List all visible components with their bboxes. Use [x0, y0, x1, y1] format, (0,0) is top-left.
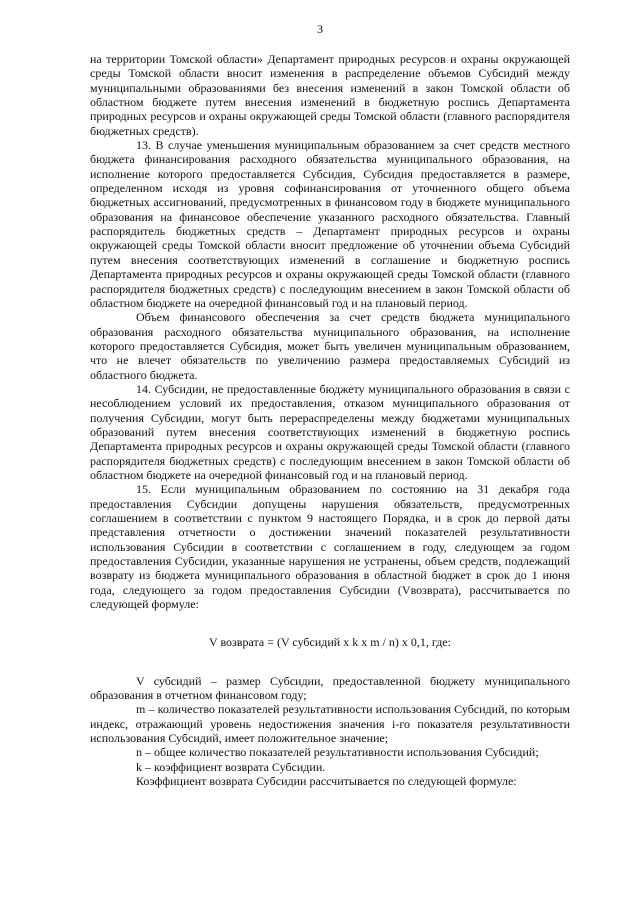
document-body — [90, 52, 570, 789]
page-number: 3 — [317, 22, 323, 36]
paragraph-15: 15. Если муниципальным образованием по состоянию на 31 декабря года предоставления Субсидии допущены нарушения обязательств, предусмотренных соглашением в соответствии с пунктом 9 настоящего Порядка, и в срок до первой даты представления отчетности о достижении значений показателей результативности использования Субсидии в соответствии с соглашением в году, следующем за годом предоставления Субсидии, указанные нарушения не устранены, объем средств, подлежащий возврату из бюджета муниципального образования в областной бюджет в срок до 1 июня года, следующего за годом предоставления Субсидии (Vвозврата), рассчитывается по следующей формуле: — [90, 482, 570, 612]
paragraph-13: 13. В случае уменьшения муниципальным образованием за счет средств местного бюджета финансирования расходного обязательства муниципального образования, на исполнение которого предоставляется Субсидия, Субсидия предоставляется в размере, определенном исходя из уровня софинансирования от уточненного общего объема бюджетных ассигнований, предусмотренных в финансовом году в бюджете муниципального образования на финансовое обеспечение указанного расходного обязательства. Главный распорядитель бюджетных средств – Департамент природных ресурсов и охраны окружающей среды Томской области вносит предложение об уточнении объема Субсидий путем внесения соответствующих изменений в соглашение и бюджетную роспись Департамента природных ресурсов и охраны окружающей среды Томской области (главного распорядителя бюджетных средств) с последующим внесением в закон Томской области об областном бюджете на очередной финансовый год и на плановый период. — [90, 138, 570, 310]
paragraph-financing-volume: Объем финансового обеспечения за счет средств бюджета муниципального образования расходного обязательства муниципального образования, на исполнение которого предоставляется Субсидия, может быть увеличен муниципальным образованием, что не влечет обязательств по увеличению размера предоставляемых Субсидий из областного бюджета. — [90, 310, 570, 382]
paragraph-14: 14. Субсидии, не предоставленные бюджету муниципального образования в связи с несоблюдением условий их предоставления, отказом муниципального образования от получения Субсидии, могут быть перераспределены между бюджетами муниципальных образований путем внесения соответствующих изменений в бюджетную роспись Департамента природных ресурсов и охраны окружающей среды Томской области (главного распорядителя бюджетных средств) с последующим внесением в закон Томской области об областном бюджете на очередной финансовый год и на плановый период. — [90, 381, 570, 482]
coefficient-intro: Коэффициент возврата Субсидии рассчитывается по следующей формуле: — [136, 774, 517, 789]
paragraph-continuation: на территории Томской области» Департамент природных ресурсов и охраны окружающей среды Томской области вносит изменения в распределение объемов Субсидий между муниципальными образованиями без внесения изменений в закон Томской области об областном бюджете путем внесения изменений в бюджетную роспись Департамента природных ресурсов и охраны окружающей среды Томской области (главного распорядителя бюджетных средств). — [90, 52, 570, 138]
definition-k: k – коэффициент возврата Субсидии. — [136, 759, 326, 774]
definition-m: m – количество показателей результативности использования Субсидий, по которым индекс, отражающий уровень недостижения значения i-го показателя результативности использования Субсидий, имеет положительное значение; — [90, 702, 570, 746]
return-formula: V возврата = (V субсидий x k x m / n) x 0,1, где: — [209, 635, 451, 650]
definition-n: n – общее количество показателей результативности использования Субсидий; — [136, 745, 539, 760]
definition-v-subsidies: V субсидий – размер Субсидии, предоставленной бюджету муниципального образования в отчетном финансовом году; — [90, 673, 570, 703]
